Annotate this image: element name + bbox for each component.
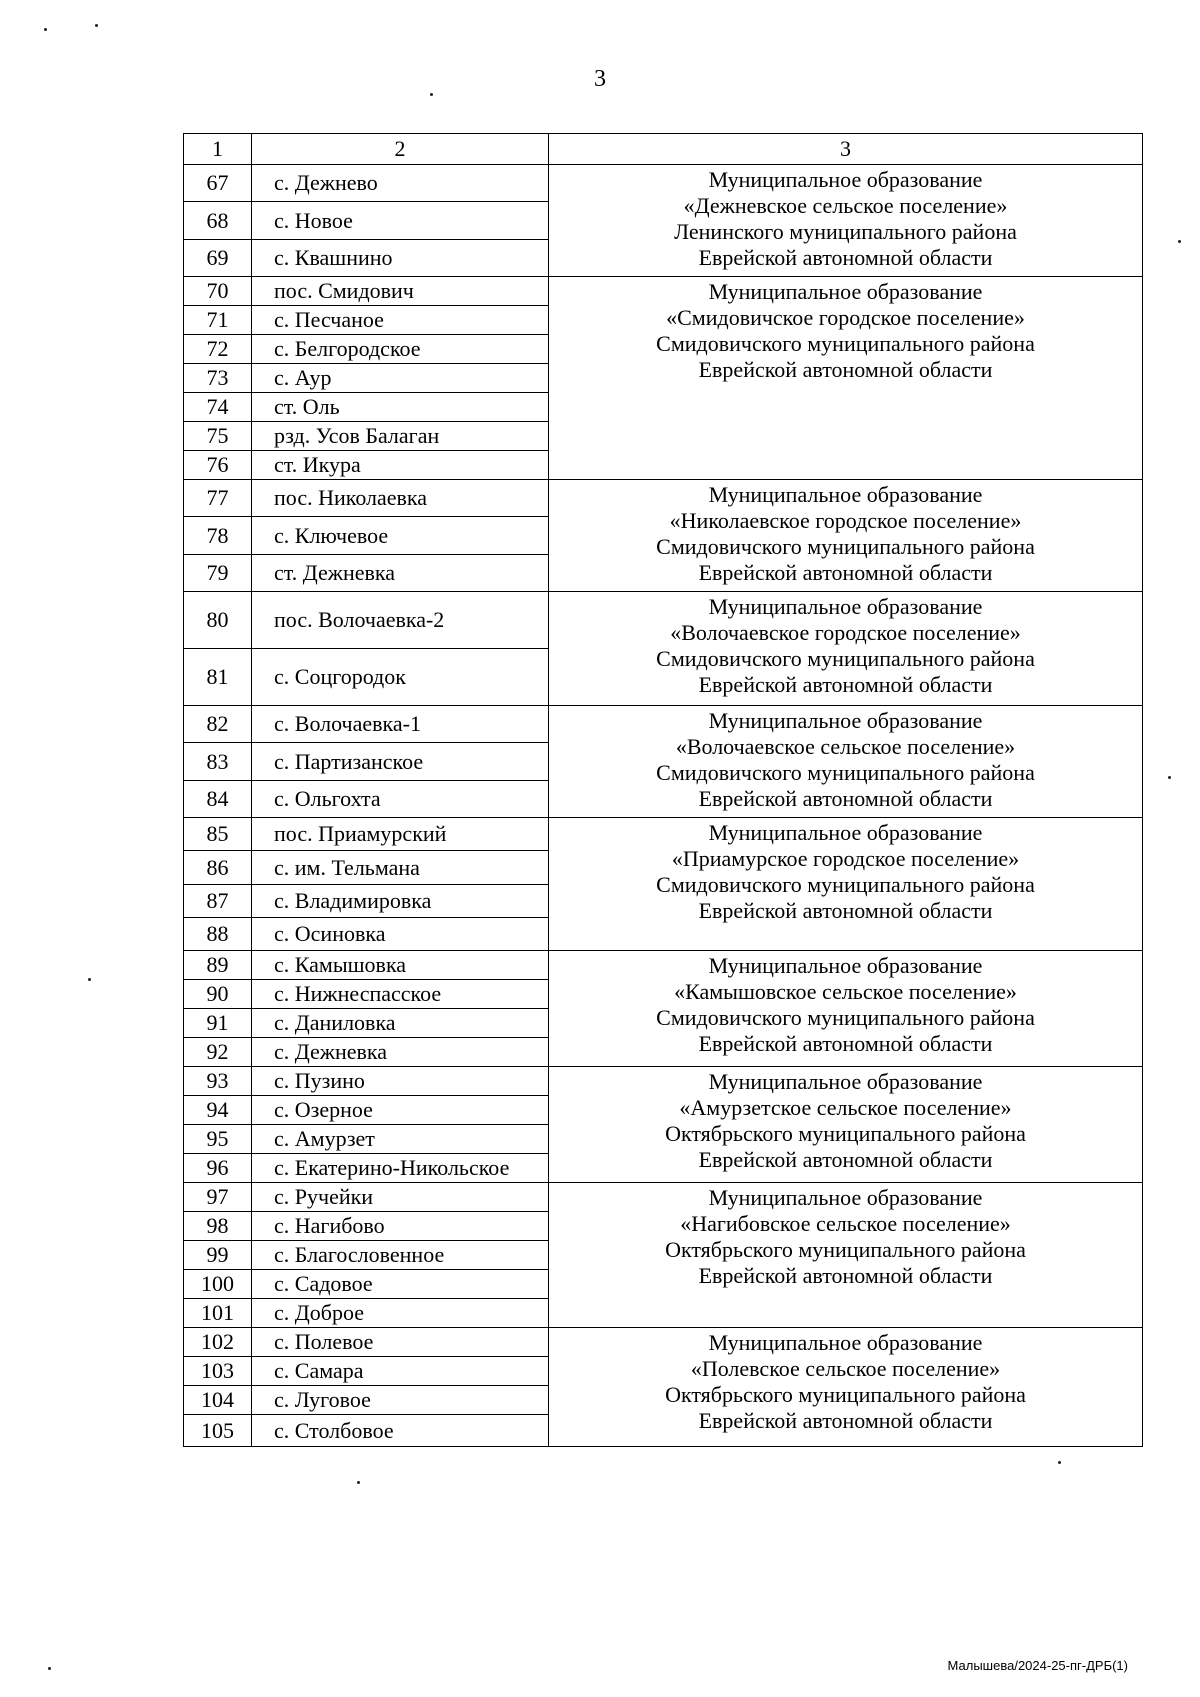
row-number: 97 xyxy=(184,1183,252,1212)
municipality-cell xyxy=(549,592,1143,706)
scan-speck xyxy=(88,978,91,981)
municipality-cell xyxy=(549,706,1143,818)
row-number: 81 xyxy=(184,649,252,706)
scan-speck xyxy=(430,93,433,96)
table-row xyxy=(184,165,1143,202)
scan-speck xyxy=(48,1667,51,1670)
table-row xyxy=(184,951,1143,980)
municipality-cell xyxy=(549,1183,1143,1328)
table-row xyxy=(184,818,1143,851)
table-row xyxy=(184,592,1143,649)
table-row xyxy=(184,1067,1143,1096)
scan-speck xyxy=(1058,1461,1061,1464)
municipality-line: Смидовичского муниципального района xyxy=(656,534,1035,559)
row-number: 100 xyxy=(184,1270,252,1299)
municipality-line: Смидовичского муниципального района xyxy=(656,1005,1035,1030)
settlement-name: с. Ключевое xyxy=(252,517,549,555)
row-number: 74 xyxy=(184,393,252,422)
municipality-line: Муниципальное образование xyxy=(708,1330,983,1355)
municipality-line: Октябрьского муниципального района xyxy=(665,1382,1026,1407)
row-number: 96 xyxy=(184,1154,252,1183)
settlement-name: с. Благословенное xyxy=(252,1241,549,1270)
municipality-line: Смидовичского муниципального района xyxy=(656,331,1035,356)
municipality-line: Октябрьского муниципального района xyxy=(665,1121,1026,1146)
settlement-name: с. Доброе xyxy=(252,1299,549,1328)
municipality-line: Еврейской автономной области xyxy=(698,1147,993,1172)
row-number: 77 xyxy=(184,480,252,517)
municipality-line: Муниципальное образование xyxy=(708,279,983,304)
row-number: 79 xyxy=(184,555,252,592)
row-number: 99 xyxy=(184,1241,252,1270)
municipality-line: Ленинского муниципального района xyxy=(674,219,1017,244)
settlement-name: с. Дежнево xyxy=(252,165,549,202)
row-number: 98 xyxy=(184,1212,252,1241)
municipality-cell xyxy=(549,277,1143,480)
municipality-line: «Амурзетское сельское поселение» xyxy=(679,1095,1012,1120)
settlement-name: с. Нагибово xyxy=(252,1212,549,1241)
row-number: 83 xyxy=(184,743,252,781)
row-number: 72 xyxy=(184,335,252,364)
scan-speck xyxy=(357,1481,360,1484)
row-number: 78 xyxy=(184,517,252,555)
table-row xyxy=(184,1328,1143,1357)
municipality-line: Муниципальное образование xyxy=(708,1069,983,1094)
row-number: 90 xyxy=(184,980,252,1009)
settlement-name: с. Партизанское xyxy=(252,743,549,781)
settlement-name: с. Ручейки xyxy=(252,1183,549,1212)
settlement-name: с. Полевое xyxy=(252,1328,549,1357)
settlement-name: с. Квашнино xyxy=(252,240,549,277)
municipality-line: «Нагибовское сельское поселение» xyxy=(680,1211,1011,1236)
municipality-line: «Волочаевское городское поселение» xyxy=(670,620,1021,645)
municipality-line: Еврейской автономной области xyxy=(698,786,993,811)
municipality-line: Муниципальное образование xyxy=(708,167,983,192)
settlement-name: с. Камышовка xyxy=(252,951,549,980)
settlement-name: с. Песчаное xyxy=(252,306,549,335)
row-number: 69 xyxy=(184,240,252,277)
settlements-table xyxy=(183,133,1143,1447)
municipality-cell xyxy=(549,165,1143,277)
municipality-line: Октябрьского муниципального района xyxy=(665,1237,1026,1262)
municipality-line: «Приамурское городское поселение» xyxy=(671,846,1020,871)
settlement-name: ст. Оль xyxy=(252,393,549,422)
row-number: 87 xyxy=(184,885,252,918)
settlement-name: ст. Икура xyxy=(252,451,549,480)
municipality-line: «Николаевское городское поселение» xyxy=(669,508,1022,533)
settlement-name: пос. Николаевка xyxy=(252,480,549,517)
settlement-name: с. Самара xyxy=(252,1357,549,1386)
settlement-name: с. Соцгородок xyxy=(252,649,549,706)
row-number: 92 xyxy=(184,1038,252,1067)
municipality-line: «Дежневское сельское поселение» xyxy=(683,193,1008,218)
row-number: 94 xyxy=(184,1096,252,1125)
header-col-1: 1 xyxy=(184,134,252,165)
settlement-name: с. Волочаевка-1 xyxy=(252,706,549,743)
row-number: 89 xyxy=(184,951,252,980)
settlement-name: пос. Приамурский xyxy=(252,818,549,851)
municipality-line: Смидовичского муниципального района xyxy=(656,872,1035,897)
settlement-name: с. Амурзет xyxy=(252,1125,549,1154)
row-number: 102 xyxy=(184,1328,252,1357)
municipality-line: Муниципальное образование xyxy=(708,594,983,619)
table-row xyxy=(184,1183,1143,1212)
table-row xyxy=(184,480,1143,517)
municipality-line: Муниципальное образование xyxy=(708,482,983,507)
municipality-line: Еврейской автономной области xyxy=(698,560,993,585)
municipality-line: «Полевское сельское поселение» xyxy=(690,1356,1001,1381)
scan-speck xyxy=(44,28,47,31)
table-row xyxy=(184,706,1143,743)
row-number: 71 xyxy=(184,306,252,335)
row-number: 88 xyxy=(184,918,252,951)
header-col-2: 2 xyxy=(252,134,549,165)
municipality-line: Еврейской автономной области xyxy=(698,1263,993,1288)
row-number: 91 xyxy=(184,1009,252,1038)
row-number: 70 xyxy=(184,277,252,306)
row-number: 76 xyxy=(184,451,252,480)
settlement-name: с. Озерное xyxy=(252,1096,549,1125)
municipality-line: Муниципальное образование xyxy=(708,953,983,978)
municipality-line: Еврейской автономной области xyxy=(698,245,993,270)
settlement-name: с. Белгородское xyxy=(252,335,549,364)
settlement-name: пос. Волочаевка-2 xyxy=(252,592,549,649)
settlement-name: с. Дежневка xyxy=(252,1038,549,1067)
settlement-name: с. Нижнеспасское xyxy=(252,980,549,1009)
table-row xyxy=(184,277,1143,306)
scan-speck xyxy=(95,24,98,27)
municipality-line: «Смидовичское городское поселение» xyxy=(666,305,1025,330)
row-number: 86 xyxy=(184,851,252,885)
municipality-line: Муниципальное образование xyxy=(708,1185,983,1210)
municipality-cell xyxy=(549,480,1143,592)
municipality-line: Еврейской автономной области xyxy=(698,898,993,923)
row-number: 75 xyxy=(184,422,252,451)
settlement-name: пос. Смидович xyxy=(252,277,549,306)
settlement-name: с. Осиновка xyxy=(252,918,549,951)
municipality-cell xyxy=(549,1067,1143,1183)
municipality-line: Смидовичского муниципального района xyxy=(656,646,1035,671)
settlement-name: с. Столбовое xyxy=(252,1415,549,1447)
settlement-name: с. им. Тельмана xyxy=(252,851,549,885)
municipality-line: Муниципальное образование xyxy=(708,708,983,733)
row-number: 105 xyxy=(184,1415,252,1447)
row-number: 103 xyxy=(184,1357,252,1386)
page-number: 3 xyxy=(594,66,606,92)
header-col-3: 3 xyxy=(549,134,1143,165)
settlement-name: с. Пузино xyxy=(252,1067,549,1096)
settlement-name: с. Луговое xyxy=(252,1386,549,1415)
row-number: 80 xyxy=(184,592,252,649)
settlement-name: с. Екатерино-Никольское xyxy=(252,1154,549,1183)
scan-speck xyxy=(1168,776,1171,779)
municipality-line: «Волочаевское сельское поселение» xyxy=(675,734,1016,759)
row-number: 101 xyxy=(184,1299,252,1328)
row-number: 85 xyxy=(184,818,252,851)
municipality-line: Муниципальное образование xyxy=(708,820,983,845)
settlement-name: с. Даниловка xyxy=(252,1009,549,1038)
row-number: 82 xyxy=(184,706,252,743)
row-number: 104 xyxy=(184,1386,252,1415)
municipality-cell xyxy=(549,818,1143,951)
settlement-name: с. Садовое xyxy=(252,1270,549,1299)
scan-speck xyxy=(1178,240,1181,243)
row-number: 93 xyxy=(184,1067,252,1096)
row-number: 68 xyxy=(184,202,252,240)
settlement-name: с. Новое xyxy=(252,202,549,240)
row-number: 84 xyxy=(184,781,252,818)
settlement-name: рзд. Усов Балаган xyxy=(252,422,549,451)
settlement-name: с. Ольгохта xyxy=(252,781,549,818)
document-reference: Малышева/2024-25-пг-ДРБ(1) xyxy=(947,1658,1128,1673)
municipality-line: Еврейской автономной области xyxy=(698,1408,993,1433)
row-number: 67 xyxy=(184,165,252,202)
row-number: 73 xyxy=(184,364,252,393)
municipality-line: Еврейской автономной области xyxy=(698,1031,993,1056)
table-header-row xyxy=(184,134,1143,165)
row-number: 95 xyxy=(184,1125,252,1154)
settlement-name: с. Владимировка xyxy=(252,885,549,918)
settlement-name: с. Аур xyxy=(252,364,549,393)
municipality-cell xyxy=(549,951,1143,1067)
municipality-line: Еврейской автономной области xyxy=(698,672,993,697)
municipality-line: Смидовичского муниципального района xyxy=(656,760,1035,785)
municipality-line: «Камышовское сельское поселение» xyxy=(674,979,1017,1004)
settlement-name: ст. Дежневка xyxy=(252,555,549,592)
municipality-cell xyxy=(549,1328,1143,1447)
municipality-line: Еврейской автономной области xyxy=(698,357,993,382)
